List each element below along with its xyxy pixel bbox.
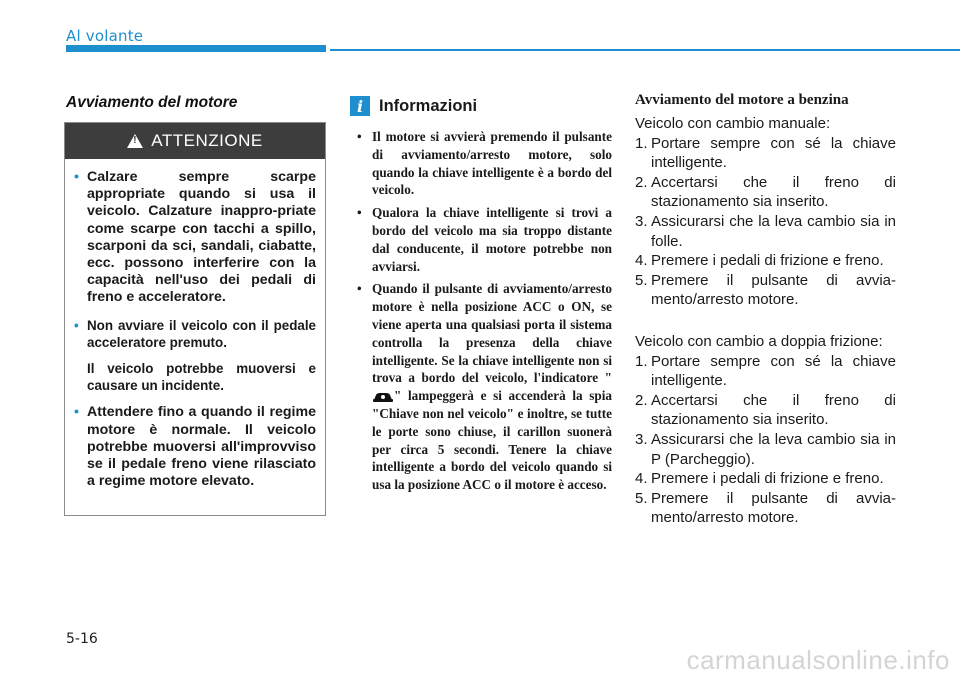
step-item: 5. Premere il pulsante di avvia-mento/arresto motore. [635, 271, 896, 309]
warning-item: • Calzare sempre scarpe appropriate quando si usa il veicolo. Calzature inappro-priate come scarpe con tacchi a spillo, scarponi da sci, sandali, ciabatte, ecc. possono interferire con la capacità nell'uso dei pedali di freno e acceleratore. [87, 169, 316, 307]
warning-triangle-icon [127, 134, 143, 148]
step-item: 3. Assicurarsi che la leva cambio sia in folle. [635, 212, 896, 250]
gasoline-start-section [635, 92, 896, 528]
gasoline-start-title: Avviamento del motore a benzina [635, 92, 849, 108]
warning-item: • Attendere fino a quando il regime motore è normale. Il veicolo potrebbe muoversi all'improvviso se il pedale freno viene rilasciato a regime motore elevato. [87, 404, 316, 490]
section-title: Avviamento del motore [66, 94, 238, 111]
info-icon: i [350, 96, 370, 116]
warning-box [64, 122, 326, 516]
warning-item: • Non avviare il veicolo con il pedale acceleratore premuto. Il veicolo potrebbe muoversi e causare un incidente. [87, 317, 316, 395]
step-item: 4. Premere i pedali di frizione e freno. [635, 470, 884, 488]
info-item: • Quando il pulsante di avviamento/arresto motore è nella posizione ACC o ON, se viene aperta una qualsiasi porta il sistema controlla la presenza della chiave intelligente. Se la chiave intelligente non si trova a bordo del veicolo, l'indicatore "" lampeggerà e si accenderà la spia "Chiave non nel veicolo" e inoltre, se tutte le porte sono chiuse, il carillon suonerà per circa 5 secondi. Tenere la chiave intelligente a bordo del veicolo quando si usa la posizione ACC o il motore è acceso. [372, 280, 612, 494]
watermark: carmanualsonline.info [686, 645, 950, 675]
step-item: 2. Accertarsi che il freno di stazionamento sia inserito. [635, 391, 896, 429]
warning-heading: ATTENZIONE [151, 131, 263, 150]
car-key-indicator-icon [372, 391, 394, 403]
info-list [350, 128, 612, 494]
step-item: 3. Assicurarsi che la leva cambio sia in P (Parcheggio). [635, 430, 896, 468]
step-item: 5. Premere il pulsante di avvia-mento/arresto motore. [635, 489, 896, 527]
dct-intro: Veicolo con cambio a doppia frizione: [635, 332, 883, 350]
dct-steps [635, 352, 896, 528]
step-item: 1. Portare sempre con sé la chiave intelligente. [635, 352, 896, 390]
header-rule-thin [330, 49, 960, 51]
manual-intro: Veicolo con cambio manuale: [635, 115, 831, 132]
info-item: • Qualora la chiave intelligente si trovi a bordo del veicolo ma sia troppo distante dal conducente, il motore potrebbe non avviarsi. [372, 204, 612, 275]
header-rule-thick [66, 45, 326, 52]
info-title-row [350, 96, 612, 116]
info-section [350, 96, 612, 499]
manual-steps [635, 134, 896, 310]
section-header: Al volante [66, 27, 144, 45]
step-item: 4. Premere i pedali di frizione e freno. [635, 252, 884, 270]
warning-item-note: Il veicolo potrebbe muoversi e causare un incidente. [87, 361, 316, 394]
warning-list [65, 159, 325, 490]
step-item: 2. Accertarsi che il freno di stazionamento sia inserito. [635, 173, 896, 211]
warning-header [65, 123, 325, 159]
info-item: • Il motore si avvierà premendo il pulsante di avviamento/arresto motore, solo quando la chiave intelligente è a bordo del veicolo. [372, 128, 612, 199]
page-number: 5-16 [66, 631, 98, 647]
info-title: Informazioni [379, 96, 478, 115]
step-item: 1. Portare sempre con sé la chiave intelligente. [635, 134, 896, 172]
